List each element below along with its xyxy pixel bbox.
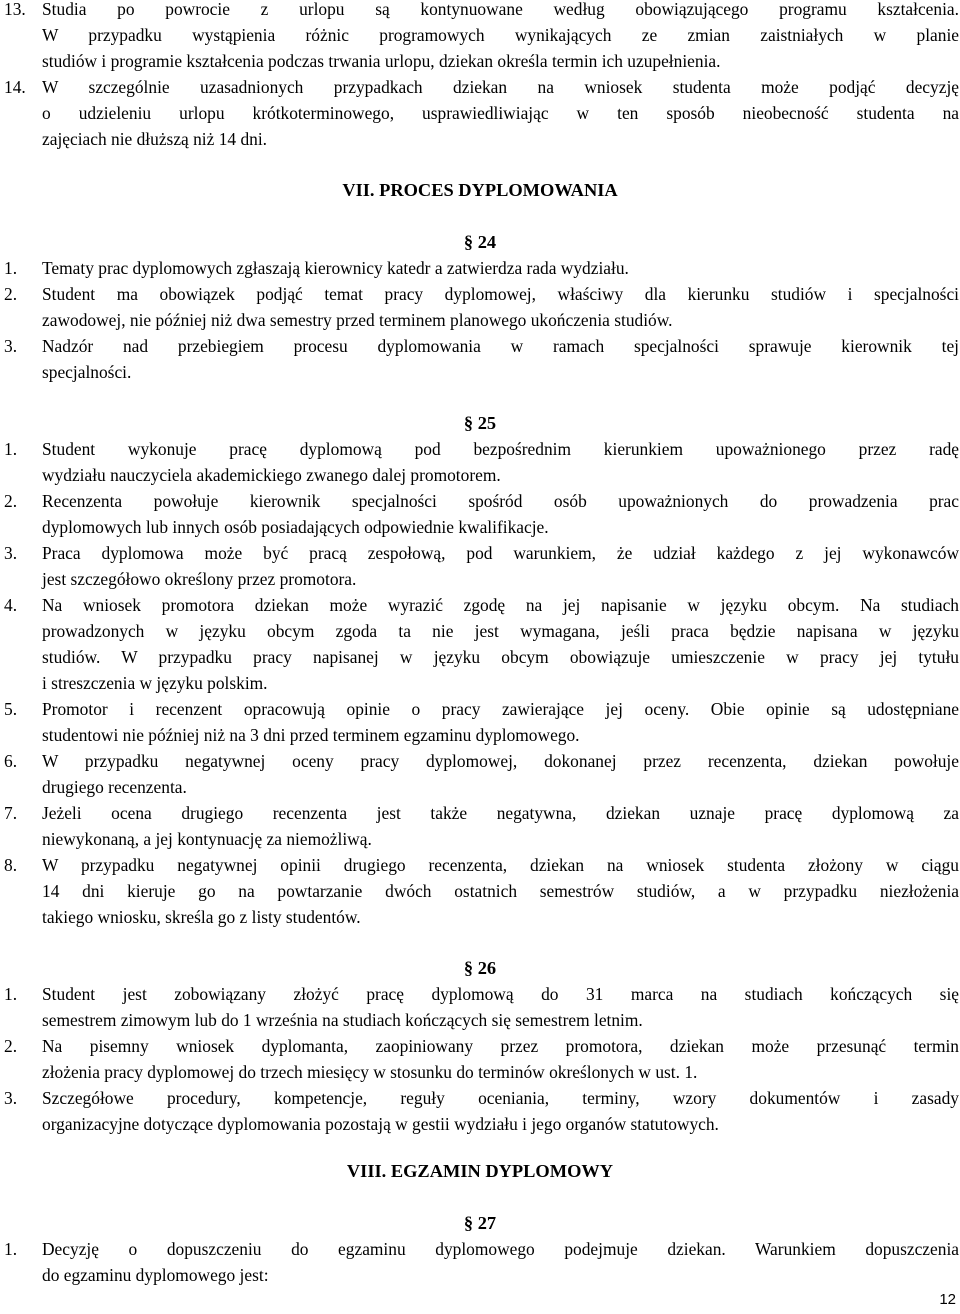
text-line: Na pisemny wniosek dyplomanta, zaopiniowany przez promotora, dziekan może przesunąć termin (42, 1036, 959, 1056)
text-line: Studia po powrocie z urlopu są kontynuowane według obowiązującego programu kształcenia. (42, 0, 959, 19)
paragraph-heading: § 25 (463, 413, 497, 433)
item-number: 5. (4, 699, 18, 719)
text-line: do egzaminu dyplomowego jest: (42, 1265, 269, 1285)
text-line: wydziału nauczyciela akademickiego zwanego dalej promotorem. (42, 465, 501, 485)
text-line: Praca dyplomowa może być pracą zespołową, pod warunkiem, że udział każdego z jej wykonawców (42, 543, 959, 563)
item-number: 14. (4, 77, 26, 97)
item-number: 13. (4, 0, 26, 19)
text-line: Recenzenta powołuje kierownik specjalności spośród osób upoważnionych do prowadzenia prac (42, 491, 959, 511)
item-number: 8. (4, 855, 18, 875)
item-number: 3. (4, 1088, 18, 1108)
text-line: jest szczegółowo określony przez promotora. (42, 569, 357, 589)
section-heading: VII. PROCES DYPLOMOWANIA (342, 180, 618, 200)
text-line: Student ma obowiązek podjąć temat pracy dyplomowej, właściwy dla kierunku studiów i specjalności (42, 284, 959, 304)
paragraph-heading: § 24 (463, 232, 497, 252)
paragraph-heading: § 26 (463, 958, 497, 978)
text-line: o udzieleniu urlopu krótkoterminowego, usprawiedliwiając w ten sposób nieobecność studenta na (42, 103, 959, 123)
text-line: drugiego recenzenta. (42, 777, 187, 797)
paragraph-heading: § 27 (463, 1213, 497, 1233)
text-line: W przypadku wystąpienia różnic programowych wynikających ze zmian zaistniałych w planie (42, 25, 959, 45)
text-line: zajęciach nie dłuższą niż 14 dni. (42, 129, 268, 149)
item-number: 2. (4, 1036, 18, 1056)
text-line: Promotor i recenzent opracowują opinie o pracy zawierające jej oceny. Obie opinie są udostępniane (42, 699, 959, 719)
item-number: 1. (4, 258, 18, 278)
item-number: 1. (4, 439, 18, 459)
text-line: dyplomowych lub innych osób posiadających odpowiednie kwalifikacje. (42, 517, 549, 537)
text-line: studiów. W przypadku pracy napisanej w języku obcym obowiązuje umieszczenie w pracy jej tytułu (42, 647, 959, 667)
text-line: Tematy prac dyplomowych zgłaszają kierownicy katedr a zatwierdza rada wydziału. (42, 258, 629, 278)
item-number: 6. (4, 751, 18, 771)
text-line: W przypadku negatywnej opinii drugiego recenzenta, dziekan na wniosek studenta złożony w ciągu (42, 855, 959, 875)
text-line: zawodowej, nie później niż dwa semestry przed terminem planowego ukończenia studiów. (42, 310, 673, 330)
item-number: 3. (4, 336, 18, 356)
text-line: studentowi nie później niż na 3 dni przed terminem egzaminu dyplomowego. (42, 725, 580, 745)
item-number: 1. (4, 984, 18, 1004)
text-line: Szczegółowe procedury, kompetencje, reguły oceniania, terminy, wzory dokumentów i zasady (42, 1088, 959, 1108)
text-line: specjalności. (42, 362, 132, 382)
section-heading: VIII. EGZAMIN DYPLOMOWY (346, 1161, 614, 1181)
item-number: 3. (4, 543, 18, 563)
text-line: prowadzonych w języku obcym zgoda ta nie jest wymagana, jeśli praca będzie napisana w języku (42, 621, 959, 641)
text-line: Nadzór nad przebiegiem procesu dyplomowania w ramach specjalności sprawuje kierownik tej (42, 336, 959, 356)
page-number: 12 (939, 1291, 956, 1308)
item-number: 4. (4, 595, 18, 615)
item-number: 2. (4, 491, 18, 511)
text-line: semestrem zimowym lub do 1 września na studiach kończących się semestrem letnim. (42, 1010, 643, 1030)
text-line: 14 dni kieruje go na powtarzanie dwóch ostatnich semestrów studiów, a w przypadku niezłożenia (42, 881, 959, 901)
text-line: Student wykonuje pracę dyplomową pod bezpośrednim kierunkiem upoważnionego przez radę (42, 439, 959, 459)
text-line: i streszczenia w języku polskim. (42, 673, 268, 693)
text-line: Jeżeli ocena drugiego recenzenta jest także negatywna, dziekan uznaje pracę dyplomową za (42, 803, 959, 823)
text-line: Student jest zobowiązany złożyć pracę dyplomową do 31 marca na studiach kończących się (42, 984, 959, 1004)
text-line: niewykonaną, a jej kontynuację za niemożliwą. (42, 829, 372, 849)
text-line: organizacyjne dotyczące dyplomowania pozostają w gestii wydziału i jego organów statutowych. (42, 1114, 719, 1134)
item-number: 2. (4, 284, 18, 304)
item-number: 1. (4, 1239, 18, 1259)
text-line: W szczególnie uzasadnionych przypadkach dziekan na wniosek studenta może podjąć decyzję (42, 77, 959, 97)
text-line: studiów i programie kształcenia podczas trwania urlopu, dziekan określa termin ich uzupełnienia. (42, 51, 721, 71)
text-line: Na wniosek promotora dziekan może wyrazić zgodę na jej napisanie w języku obcym. Na studiach (42, 595, 959, 615)
text-line: złożenia pracy dyplomowej do trzech miesięcy w stosunku do terminów określonych w ust. 1. (42, 1062, 698, 1082)
text-line: Decyzję o dopuszczeniu do egzaminu dyplomowego podejmuje dziekan. Warunkiem dopuszczenia (42, 1239, 959, 1259)
item-number: 7. (4, 803, 18, 823)
text-line: W przypadku negatywnej oceny pracy dyplomowej, dokonanej przez recenzenta, dziekan powołuje (42, 751, 959, 771)
text-line: takiego wniosku, skreśla go z listy studentów. (42, 907, 361, 927)
